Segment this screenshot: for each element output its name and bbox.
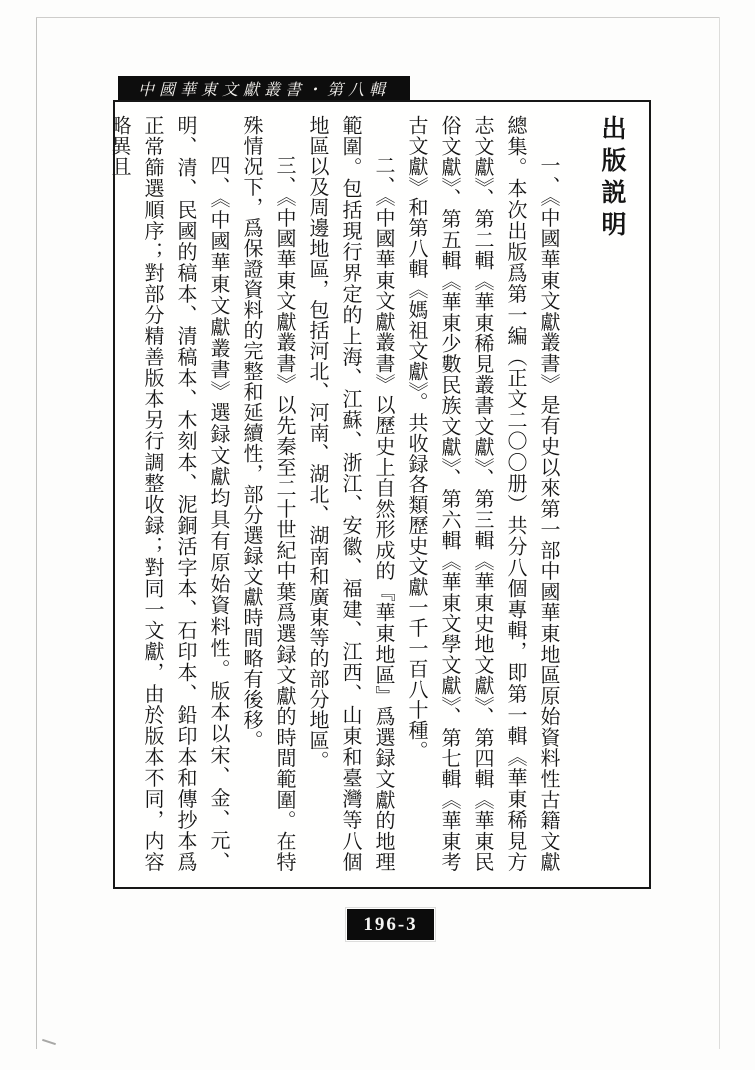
page-number-label: 196-3 <box>363 913 418 935</box>
paragraph-1: 一、《中國華東文獻叢書》是有史以來第一部中國華東地區原始資料性古籍文獻總集。本次出版爲第一編（正文二〇〇册）共分八個專輯，即第一輯《華東稀見方志文獻》、第二輯《華東稀見叢書文獻》、第三輯《華東史地文獻》、第四輯《華東民俗文獻》、第五輯《華東少數民族文獻》、第六輯《華東文學文獻》、第七輯《華東考古文獻》和第八輯《媽祖文獻》。共收録各類歷史文獻一千一百八十種。 <box>405 115 559 872</box>
paragraph-4: 四、《中國華東文獻叢書》選録文獻均具有原始資料性。版本以宋、金、元、明、清、民國的稿本、清稿本、木刻本、泥銅活字本、石印本、鉛印本和傳抄本爲正常篩選順序；對部分精善版本另行調整收録；對同一文獻，由於版本不同，内容略異且 <box>108 115 229 872</box>
page-title: 出版説明 <box>598 115 625 243</box>
vertical-text-block <box>108 102 649 887</box>
scan-artifact-left-edge <box>36 17 37 1049</box>
page-number-badge <box>347 909 434 940</box>
series-title-label: 中國華東文獻叢書・第八輯 <box>137 82 390 99</box>
scan-artifact-top-edge <box>36 17 720 18</box>
scan-artifact-right-edge <box>719 17 720 1049</box>
scan-artifact-corner-mark <box>42 1039 56 1045</box>
series-header-bar <box>118 76 410 101</box>
text-frame <box>108 100 651 889</box>
paragraph-2: 二、《中國華東文獻叢書》以歷史上自然形成的『華東地區』爲選録文獻的地理範圍。包括現行界定的上海、江蘇、浙江、安徽、福建、江西、山東和臺灣等八個地區以及周邊地區，包括河北、河南、湖北、湖南和廣東等的部分地區。 <box>306 115 394 872</box>
paragraph-3: 三、《中國華東文獻叢書》以先秦至二十世紀中葉爲選録文獻的時間範圍。在特殊情况下，爲保證資料的完整和延續性，部分選録文獻時間略有後移。 <box>240 115 295 872</box>
